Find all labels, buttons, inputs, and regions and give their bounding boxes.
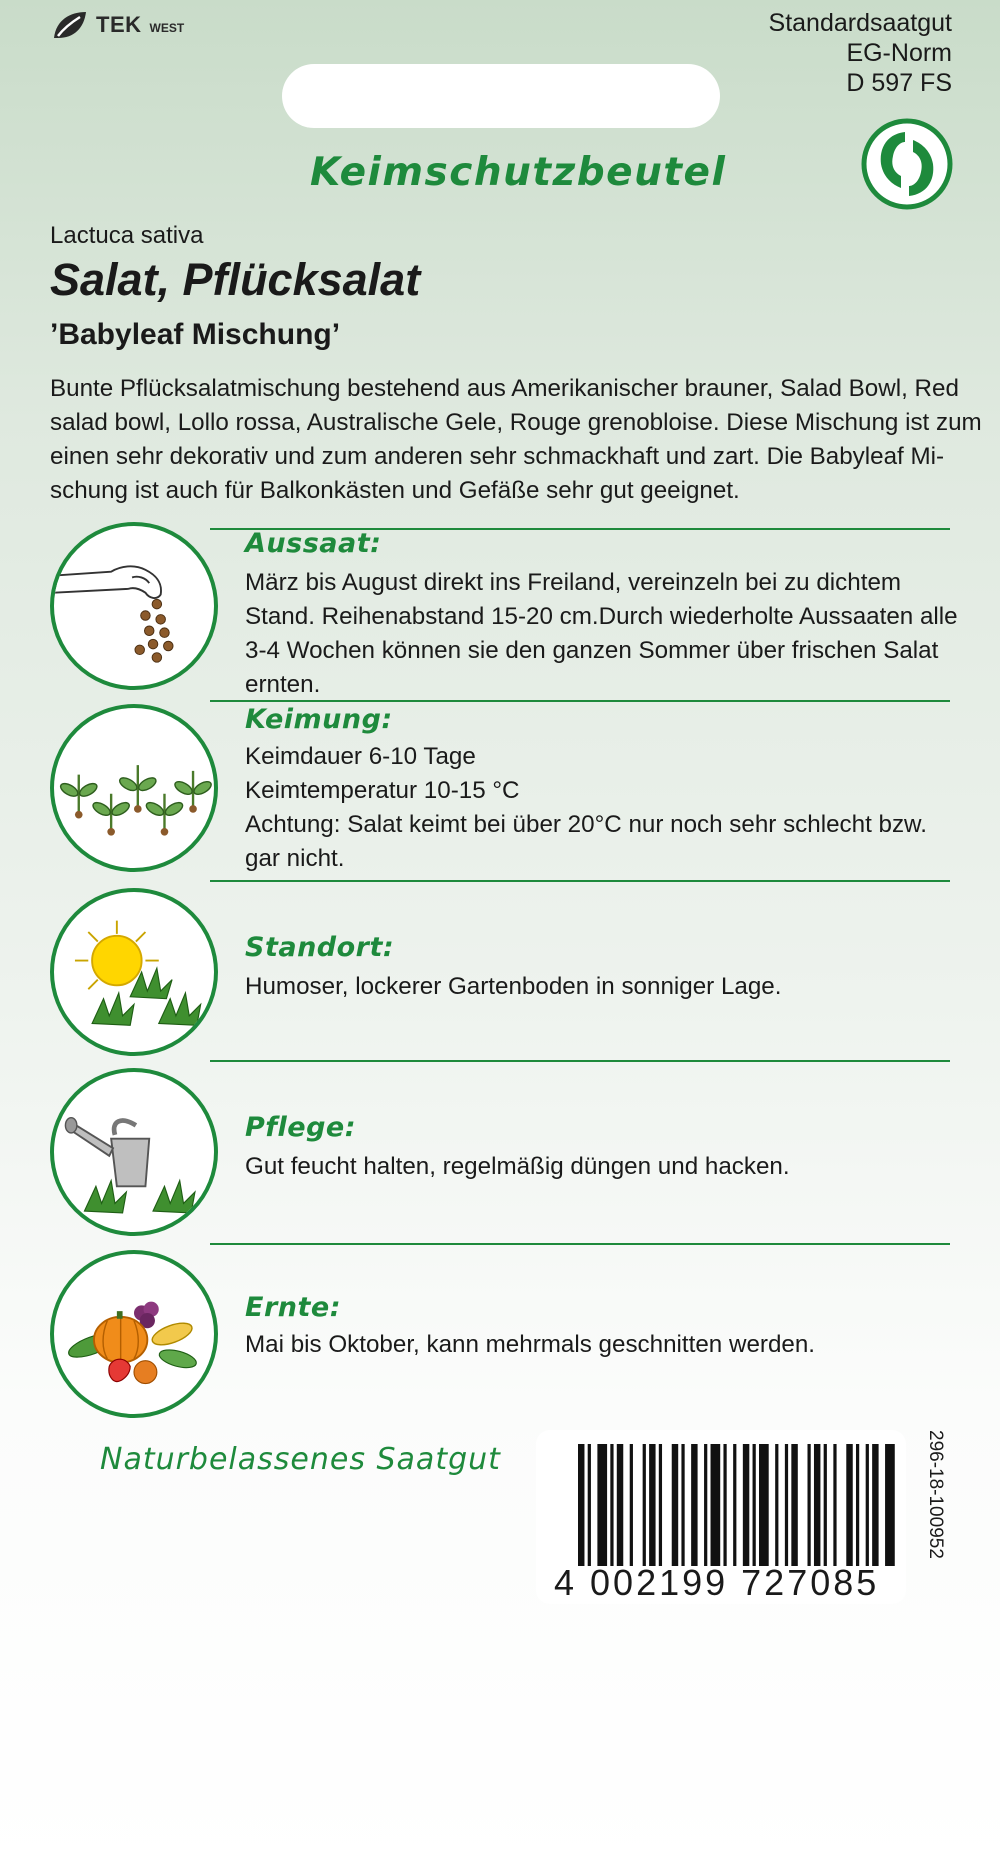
barcode-bar [872,1444,878,1566]
section-line: Gut feucht halten, regelmäßig düngen und hacken. [245,1153,790,1180]
section-line: gar nicht. [245,845,345,872]
description-line: Bunte Pflücksalatmischung bestehend aus Amerikanischer brauner, Salad Bowl, Red [50,375,959,402]
product-description [50,372,982,508]
standard-line: Standardsaatgut [768,9,952,37]
barcode-bar [775,1444,778,1566]
standard-line: EG-Norm [846,39,952,67]
section-line: Keimdauer 6-10 Tage [245,743,476,770]
barcode-bar [711,1444,721,1566]
description-line: salad bowl, Lollo rossa, Australische Gele, Rouge grenobloise. Diese Mischung ist zum [50,409,982,436]
watering-can-icon [50,1068,218,1236]
barcode-bar [691,1444,697,1566]
brand-suffix: WEST [149,21,185,35]
barcode-bar [723,1444,726,1566]
green-dot-recycling-icon [861,118,953,210]
barcode-bar [588,1444,591,1566]
barcode-bar [649,1444,655,1566]
divider [210,880,950,882]
section-title-keimung: Keimung: [245,704,393,735]
barcode-bar [578,1444,584,1566]
barcode-bar [617,1444,623,1566]
barcode [536,1430,906,1604]
barcode-bar [681,1444,684,1566]
section-text-pflege [245,1150,945,1184]
harvest-vegetables-icon [50,1250,218,1418]
barcode-bar [704,1444,707,1566]
section-title-ernte: Ernte: [245,1292,341,1323]
section-line: Keimtemperatur 10-15 °C [245,777,520,804]
divider [210,1060,950,1062]
barcode-bar [743,1444,749,1566]
standard-info [769,8,952,98]
section-line: ernten. [245,671,321,698]
product-name: Salat, Pflücksalat [50,254,421,305]
section-text-standort [245,970,945,1004]
barcode-bar [659,1444,662,1566]
barcode-bar [753,1444,756,1566]
leaf-logo-icon [50,8,90,42]
barcode-bar [833,1444,836,1566]
barcode-bar [866,1444,869,1566]
barcode-bar [733,1444,736,1566]
section-line: März bis August direkt ins Freiland, vereinzeln bei zu dichtem [245,569,902,596]
barcode-bar [672,1444,678,1566]
section-text-ernte [245,1328,945,1362]
description-line: einen sehr dekorativ und zum anderen sehr schmackhaft und zart. Die Babyleaf Mi- [50,443,945,470]
barcode-bar [814,1444,820,1566]
barcode-bars [578,1444,898,1566]
seedlings-icon [50,704,218,872]
barcode-number: 4 002199 727085 [554,1562,880,1603]
barcode-bar [597,1444,607,1566]
barcode-bar [807,1444,810,1566]
latin-name: Lactuca sativa [50,222,204,249]
sun-plants-icon [50,888,218,1056]
barcode-bar [846,1444,852,1566]
section-title-pflege: Pflege: [245,1112,357,1143]
footer-slogan: Naturbelassenes Saatgut [100,1442,501,1477]
article-code [922,1430,950,1600]
barcode-bar [610,1444,613,1566]
sowing-hand-icon [50,522,218,690]
barcode-bar [885,1444,895,1566]
section-line: 3-4 Wochen können sie den ganzen Sommer über frischen Salat [245,637,939,664]
bag-type-title: Keimschutzbeutel [310,150,727,195]
section-line: Stand. Reihenabstand 15-20 cm.Durch wiederholte Aussaaten alle [245,603,958,630]
label-blank-field [282,64,720,128]
section-line: Achtung: Salat keimt bei über 20°C nur noch sehr schlecht bzw. [245,811,927,838]
barcode-bar [759,1444,769,1566]
section-text-keimung [245,740,945,876]
brand-name: TEK [96,12,142,37]
variety-name: ’Babyleaf Mischung’ [50,318,341,351]
barcode-bar [643,1444,646,1566]
section-title-standort: Standort: [245,932,395,963]
barcode-bar [791,1444,797,1566]
article-code-text: 296-18-100952 [925,1430,946,1559]
barcode-bar [785,1444,788,1566]
section-line: Mai bis Oktober, kann mehrmals geschnitten werden. [245,1331,816,1358]
section-line: Humoser, lockerer Gartenboden in sonniger Lage. [245,973,782,1000]
barcode-bar [630,1444,633,1566]
barcode-bar [856,1444,859,1566]
section-title-aussaat: Aussaat: [245,528,382,559]
section-text-aussaat [245,566,958,702]
barcode-bar [824,1444,827,1566]
standard-line: D 597 FS [846,69,952,97]
description-line: schung ist auch für Balkonkästen und Gefäße sehr gut geeignet. [50,477,740,504]
brand-logo [50,8,184,42]
divider [210,1243,950,1245]
